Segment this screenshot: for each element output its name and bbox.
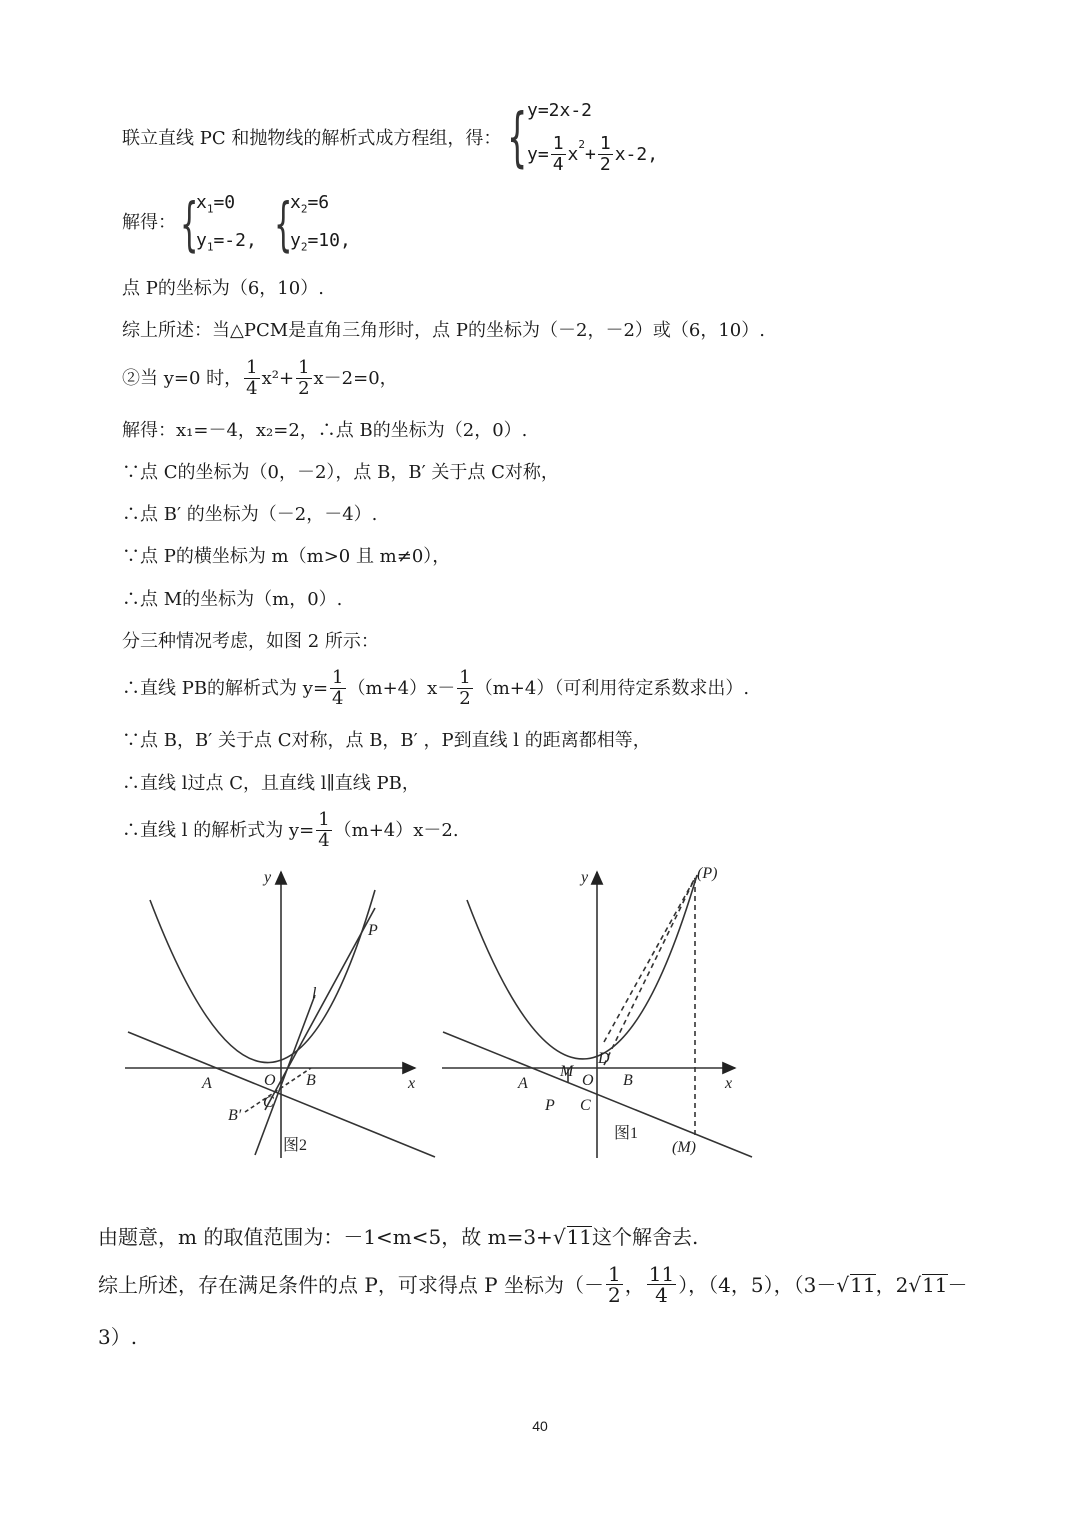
fig2-label-P: P (368, 922, 378, 939)
text-line-3: 点 P的坐标为（6，10）. (122, 278, 324, 299)
fig2-label-l: l (312, 985, 317, 1002)
fig1-label-D: D (598, 1050, 610, 1067)
page-number: 40 (532, 1418, 548, 1434)
sol2-x: $x_2=6$ (290, 192, 330, 216)
system1-eq2: y= $\frac{1}{4}$ x $^2$ + $\frac{1}{2}$ x-2 , (527, 133, 659, 175)
fig1-label-A: A (518, 1075, 528, 1092)
fig1-label-y: y (581, 869, 589, 886)
line-dp (604, 878, 695, 1042)
frac-1-2: $\frac{1}{2}$ (459, 667, 471, 709)
fig2-label-x: x (408, 1075, 416, 1092)
fig1-caption: 图1 (614, 1125, 639, 1142)
text-line-13: ∵点 B，B′ 关于点 C对称，点 B，B′ ，P到直线 l 的距离都相等， (122, 730, 651, 751)
dashed-bc (245, 1068, 311, 1112)
fig1-label-C: C (580, 1097, 591, 1114)
system1-eq1: y=2x-2 (527, 100, 593, 121)
text-line-4: 综上所述：当△PCM是直角三角形时，点 P的坐标为（－2，－2）或（6，10）. (122, 320, 765, 341)
frac-1-4: $\frac{1}{4}$ (246, 357, 258, 399)
text-line-14: ∴直线 l过点 C，且直线 l∥直线 PB， (122, 773, 420, 794)
brace-sol-2: { (274, 190, 293, 258)
sol1-x: $x_1=0$ (196, 192, 236, 216)
line-bp (604, 878, 695, 1065)
fig2-label-O: O (264, 1072, 276, 1089)
frac-1-4: $\frac{1}{4}$ (332, 667, 344, 709)
frac-1-4: $\frac{1}{4}$ (552, 133, 564, 175)
fig1-label-x: x (725, 1075, 733, 1092)
brace-sol-1: { (180, 190, 199, 258)
parabola (150, 890, 375, 1063)
brace-system-1: { (507, 101, 528, 175)
frac-11-4: $\frac{11}{4}$ (648, 1262, 675, 1307)
fig2-label-C: C (263, 1094, 274, 1111)
text-line-1 (122, 128, 501, 150)
sol2-y: $y_2=10$, (290, 230, 351, 254)
text-line-15: ∴直线 l 的解析式为 y= $\frac{1}{4}$ （m+4）x－2. (122, 809, 459, 851)
fig1-label-B: B (623, 1072, 633, 1089)
fig2-label-y: y (264, 869, 272, 886)
line1-text: 联立直线 PC 和抛物线的解析式成方程组，得： (122, 128, 502, 149)
text-line-9: ∵点 P的横坐标为 m（m>0 且 m≠0）， (122, 546, 451, 567)
fig2-label-Bprime: B′ (228, 1107, 242, 1124)
text-line-2: 解得： (122, 212, 176, 233)
fig1-label-P: P (545, 1097, 555, 1114)
fig2-label-A: A (202, 1075, 212, 1092)
figure-graphs (0, 860, 1080, 1180)
parabola (467, 875, 697, 1059)
text-line-10: ∴点 M的坐标为（m，0）. (122, 589, 343, 610)
fig1-label-Pprime: (P) (697, 865, 718, 882)
text-line-18: 3）. (98, 1325, 138, 1349)
frac-1-2: $\frac{1}{2}$ (608, 1262, 621, 1307)
text-line-11: 分三种情况考虑，如图 2 所示： (122, 631, 379, 652)
figure-1 (442, 872, 752, 1158)
text-line-7: ∵点 C的坐标为（0，－2），点 B，B′ 关于点 C对称， (122, 462, 559, 483)
text-line-5: ②当 y=0 时， $\frac{1}{4}$ x²+ $\frac{1}{2}$ x－2=0， (122, 357, 398, 399)
frac-1-4: $\frac{1}{4}$ (318, 809, 330, 851)
fig2-caption: 图2 (283, 1137, 308, 1154)
text-line-6: 解得：x₁=－4，x₂=2，∴点 B的坐标为（2，0）. (122, 420, 528, 441)
fig1-label-O: O (582, 1072, 594, 1089)
fig1-label-M: M (560, 1063, 574, 1080)
figure-2 (125, 872, 435, 1158)
text-line-17: 综上所述，存在满足条件的点 P，可求得点 P 坐标为（－ $\frac{1}{2}$ ， $\frac{11}{4}$ ），（4，5），（3－ √ 11 ，2 √ 11 － (98, 1262, 968, 1307)
text-line-12: ∴直线 PB的解析式为 y= $\frac{1}{4}$ （m+4）x－ $\frac{1}{2}$ （m+4）（可利用待定系数求出）. (122, 667, 750, 709)
sol1-y: $y_1=-2$, (196, 230, 257, 254)
frac-1-2: $\frac{1}{2}$ (298, 357, 310, 399)
fig2-label-B: B (306, 1072, 316, 1089)
text-line-8: ∴点 B′ 的坐标为（－2，－4）. (122, 504, 378, 525)
text-line-16: 由题意，m 的取值范围为：－1<m<5，故 m=3+√11这个解舍去. (98, 1225, 699, 1249)
frac-1-2: $\frac{1}{2}$ (599, 133, 611, 175)
fig1-label-Mprime: (M) (672, 1139, 696, 1156)
